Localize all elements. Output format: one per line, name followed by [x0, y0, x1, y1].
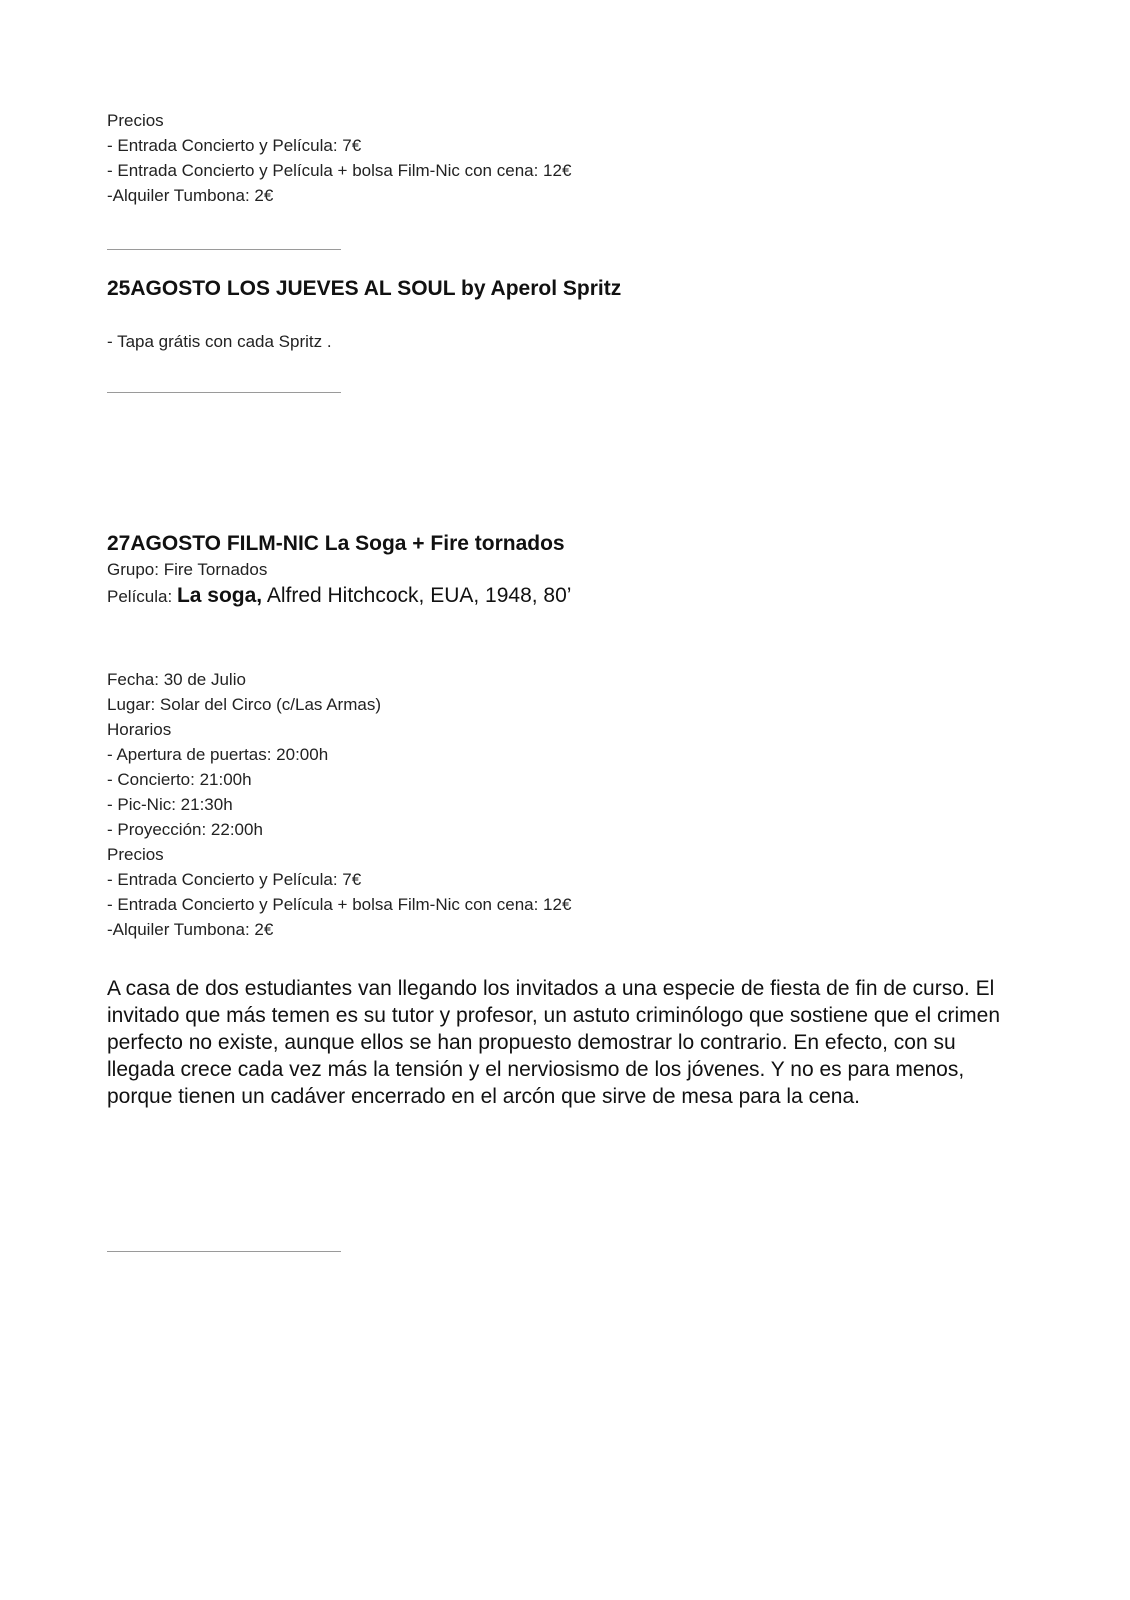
- price-item: - Entrada Concierto y Película + bolsa Film-Nic con cena: 12€: [107, 895, 572, 914]
- section-divider: [107, 392, 341, 393]
- price-item: -Alquiler Tumbona: 2€: [107, 186, 274, 205]
- event-note: - Tapa grátis con cada Spritz .: [107, 332, 332, 351]
- pelicula-line: [107, 584, 571, 608]
- precios-label: Precios: [107, 845, 164, 864]
- section-divider: [107, 249, 341, 250]
- film-synopsis: A casa de dos estudiantes van llegando los invitados a una especie de fiesta de fin de curso. El invitado que más temen es su tutor y profesor, un astuto criminólogo que sostiene que el crimen perfecto no existe, aunque ellos se han propuesto demostrar lo contrario. En efecto, con su llegada crece cada vez más la tensión y el nerviosismo de los jóvenes. Y no es para menos, porque tienen un cadáver encerrado en el arcón que sirve de mesa para la cena.: [107, 977, 1000, 1108]
- lugar-line: Lugar: Solar del Circo (c/Las Armas): [107, 695, 381, 714]
- pelicula-title: La soga,: [176, 584, 263, 607]
- pelicula-details: Alfred Hitchcock, EUA, 1948, 80’: [262, 584, 572, 607]
- price-item: - Entrada Concierto y Película: 7€: [107, 136, 362, 155]
- horario-item: - Concierto: 21:00h: [107, 770, 252, 789]
- precios-label: Precios: [107, 111, 164, 130]
- price-item: - Entrada Concierto y Película: 7€: [107, 870, 362, 889]
- horario-item: - Pic-Nic: 21:30h: [107, 795, 233, 814]
- pelicula-label: Película:: [107, 587, 177, 606]
- event-title-aug25: 25AGOSTO LOS JUEVES AL SOUL by Aperol Spritz: [107, 277, 622, 300]
- horario-item: - Proyección: 22:00h: [107, 820, 263, 839]
- horarios-label: Horarios: [107, 720, 172, 739]
- price-item: - Entrada Concierto y Película + bolsa Film-Nic con cena: 12€: [107, 161, 572, 180]
- grupo-line: Grupo: Fire Tornados: [107, 560, 268, 579]
- horario-item: - Apertura de puertas: 20:00h: [107, 745, 329, 764]
- price-item: -Alquiler Tumbona: 2€: [107, 920, 274, 939]
- section-divider: [107, 1251, 341, 1252]
- event-title-aug27: 27AGOSTO FILM-NIC La Soga + Fire tornados: [107, 532, 565, 555]
- fecha-line: Fecha: 30 de Julio: [107, 670, 246, 689]
